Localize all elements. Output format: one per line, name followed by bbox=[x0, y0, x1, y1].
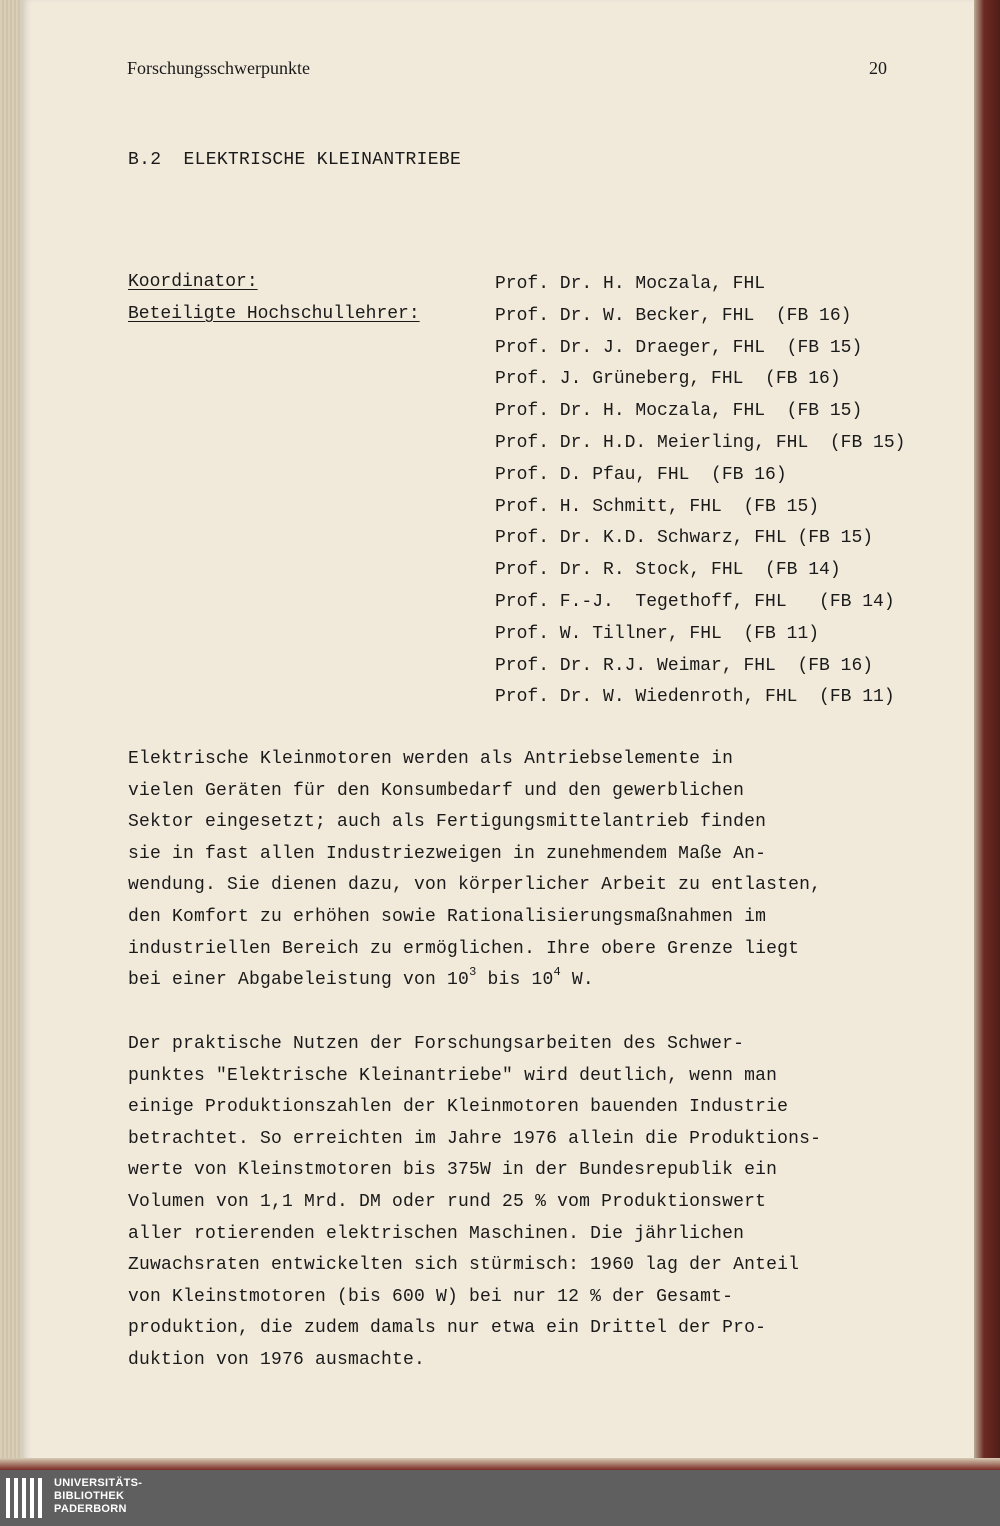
list-item: Prof. W. Tillner, FHL (FB 11) bbox=[495, 623, 820, 644]
list-item: Prof. H. Schmitt, FHL (FB 15) bbox=[495, 496, 820, 517]
text-line: Elektrische Kleinmotoren werden als Antriebselemente in bbox=[128, 749, 734, 769]
paragraph-kleinmotoren bbox=[128, 744, 938, 997]
list-item: Prof. Dr. H. Moczala, FHL (FB 15) bbox=[495, 401, 863, 422]
list-item: Prof. J. Grüneberg, FHL (FB 16) bbox=[495, 369, 841, 390]
koordinator-label: Koordinator: bbox=[128, 272, 258, 292]
book-gutter bbox=[0, 0, 22, 1462]
section-title: B.2 ELEKTRISCHE KLEINANTRIEBE bbox=[128, 150, 462, 170]
library-logo-icon bbox=[6, 1478, 50, 1518]
page-number: 20 bbox=[869, 58, 887, 78]
text-line: punktes "Elektrische Kleinantriebe" wird deutlich, wenn man bbox=[128, 1065, 778, 1086]
book-cover-edge bbox=[974, 0, 1000, 1462]
list-item: Prof. Dr. W. Becker, FHL (FB 16) bbox=[495, 305, 852, 326]
text-line: Volumen von 1,1 Mrd. DM oder rund 25 % vom Produktionswert bbox=[128, 1191, 767, 1212]
list-item: Prof. Dr. W. Wiedenroth, FHL (FB 11) bbox=[495, 687, 895, 708]
library-footer bbox=[0, 1470, 1000, 1526]
beteiligte-label: Beteiligte Hochschullehrer: bbox=[128, 304, 420, 324]
text-line: Der praktische Nutzen der Forschungsarbeiten des Schwer- bbox=[128, 1034, 745, 1054]
list-item: Prof. Dr. H.D. Meierling, FHL (FB 15) bbox=[495, 432, 906, 453]
running-title: Forschungsschwerpunkte bbox=[127, 58, 310, 78]
text-line: betrachtet. So erreichten im Jahre 1976 allein die Produktions- bbox=[128, 1128, 822, 1149]
list-item: Prof. Dr. R. Stock, FHL (FB 14) bbox=[495, 560, 841, 581]
text-line: produktion, die zudem damals nur etwa ein Drittel der Pro- bbox=[128, 1318, 767, 1339]
list-item: Prof. Dr. K.D. Schwarz, FHL (FB 15) bbox=[495, 528, 874, 549]
page-header bbox=[127, 56, 887, 82]
paragraph-nutzen bbox=[128, 1029, 938, 1377]
text-line: industriellen Bereich zu ermöglichen. Ihre obere Grenze liegt bbox=[128, 938, 800, 959]
exponent: 4 bbox=[553, 965, 561, 980]
text-line: wendung. Sie dienen dazu, von körperlicher Arbeit zu entlasten, bbox=[128, 875, 822, 896]
text-line: vielen Geräten für den Konsumbedarf und den gewerblichen bbox=[128, 780, 745, 801]
text-line: sie in fast allen Industriezweigen in zunehmendem Maße An- bbox=[128, 843, 767, 864]
participants-list bbox=[495, 272, 905, 717]
list-item: Prof. Dr. R.J. Weimar, FHL (FB 16) bbox=[495, 655, 874, 676]
list-item: Prof. D. Pfau, FHL (FB 16) bbox=[495, 464, 787, 485]
exponent: 3 bbox=[469, 965, 477, 980]
text-line: werte von Kleinstmotoren bis 375W in der Bundesrepublik ein bbox=[128, 1160, 778, 1181]
text-line: Sektor eingesetzt; auch als Fertigungsmittelantrieb finden bbox=[128, 812, 767, 833]
text-line: den Komfort zu erhöhen sowie Rationalisierungsmaßnahmen im bbox=[128, 906, 767, 927]
text-line-power-range: bei einer Abgabeleistung von $10^3$ bis $10^4$ W. bbox=[128, 965, 594, 991]
list-item: Prof. Dr. H. Moczala, FHL bbox=[495, 274, 766, 294]
library-logo-text: UNIVERSITÄTS- BIBLIOTHEK PADERBORN bbox=[54, 1477, 143, 1515]
text-line: von Kleinstmotoren (bis 600 W) bei nur 12 % der Gesamt- bbox=[128, 1286, 734, 1307]
text-line: duktion von 1976 ausmachte. bbox=[128, 1349, 426, 1370]
text-line: aller rotierenden elektrischen Maschinen. Die jährlichen bbox=[128, 1223, 745, 1244]
text-line: einige Produktionszahlen der Kleinmotoren bauenden Industrie bbox=[128, 1097, 789, 1118]
text-line: Zuwachsraten entwickelten sich stürmisch: 1960 lag der Anteil bbox=[128, 1255, 800, 1276]
list-item: Prof. F.-J. Tegethoff, FHL (FB 14) bbox=[495, 591, 895, 612]
list-item: Prof. Dr. J. Draeger, FHL (FB 15) bbox=[495, 337, 863, 358]
book-bottom-edge bbox=[0, 1458, 1000, 1470]
